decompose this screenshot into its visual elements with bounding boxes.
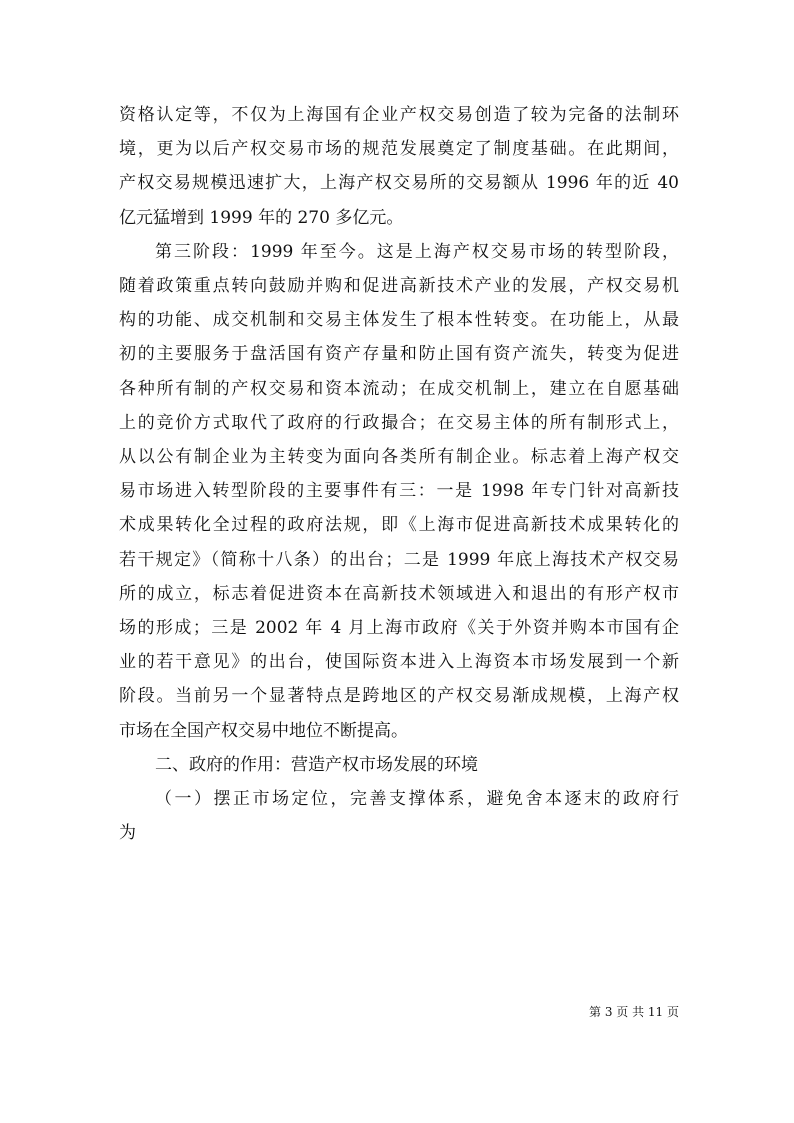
text-line: 从以公有制企业为主转变为面向各类所有制企业。标志着上海产权交 <box>119 447 679 468</box>
text-line: 境，更为以后产权交易市场的规范发展奠定了制度基础。在此期间， <box>119 139 679 160</box>
text-line: 初的主要服务于盘活国有资产存量和防止国有资产流失，转变为促进 <box>119 344 679 365</box>
text-line: 所的成立，标志着促进资本在高新技术领域进入和退出的有形产权市 <box>119 583 679 604</box>
text-line: 上的竞价方式取代了政府的行政撮合；在交易主体的所有制形式上， <box>119 412 679 433</box>
section-heading: 二、政府的作用：营造产权市场发展的环境 <box>155 754 478 775</box>
text-line: 亿元猛增到 1999 年的 270 多亿元。 <box>119 207 404 228</box>
page-number-footer: 第 3 页 共 11 页 <box>589 1005 679 1019</box>
text-line: 场的形成；三是 2002 年 4 月上海市政府《关于外资并购本市国有企 <box>119 618 679 639</box>
text-line: 业的若干意见》的出台，使国际资本进入上海资本市场发展到一个新 <box>119 652 679 673</box>
text-line: 阶段。当前另一个显著特点是跨地区的产权交易渐成规模，上海产权 <box>119 686 679 707</box>
text-line: 各种所有制的产权交易和资本流动；在成交机制上，建立在自愿基础 <box>119 378 679 399</box>
text-line: 市场在全国产权交易中地位不断提高。 <box>119 720 408 741</box>
text-line: 若干规定》（简称十八条）的出台；二是 1999 年底上海技术产权交易 <box>119 549 679 570</box>
text-line: 易市场进入转型阶段的主要事件有三：一是 1998 年专门针对高新技 <box>119 481 679 502</box>
text-line: 随着政策重点转向鼓励并购和促进高新技术产业的发展，产权交易机 <box>119 276 679 297</box>
text-line: 术成果转化全过程的政府法规，即《上海市促进高新技术成果转化的 <box>119 515 679 536</box>
text-line: 产权交易规模迅速扩大，上海产权交易所的交易额从 1996 年的近 40 <box>119 173 679 194</box>
text-line: 构的功能、成交机制和交易主体发生了根本性转变。在功能上，从最 <box>119 310 679 331</box>
subsection-heading: （一）摆正市场定位，完善支撑体系，避免舍本逐末的政府行 <box>155 789 679 810</box>
subsection-heading-continuation: 为 <box>119 823 136 844</box>
text-line: 资格认定等，不仅为上海国有企业产权交易创造了较为完备的法制环 <box>119 105 679 125</box>
text-line: 第三阶段：1999 年至今。这是上海产权交易市场的转型阶段， <box>155 241 679 262</box>
document-body <box>119 98 679 850</box>
